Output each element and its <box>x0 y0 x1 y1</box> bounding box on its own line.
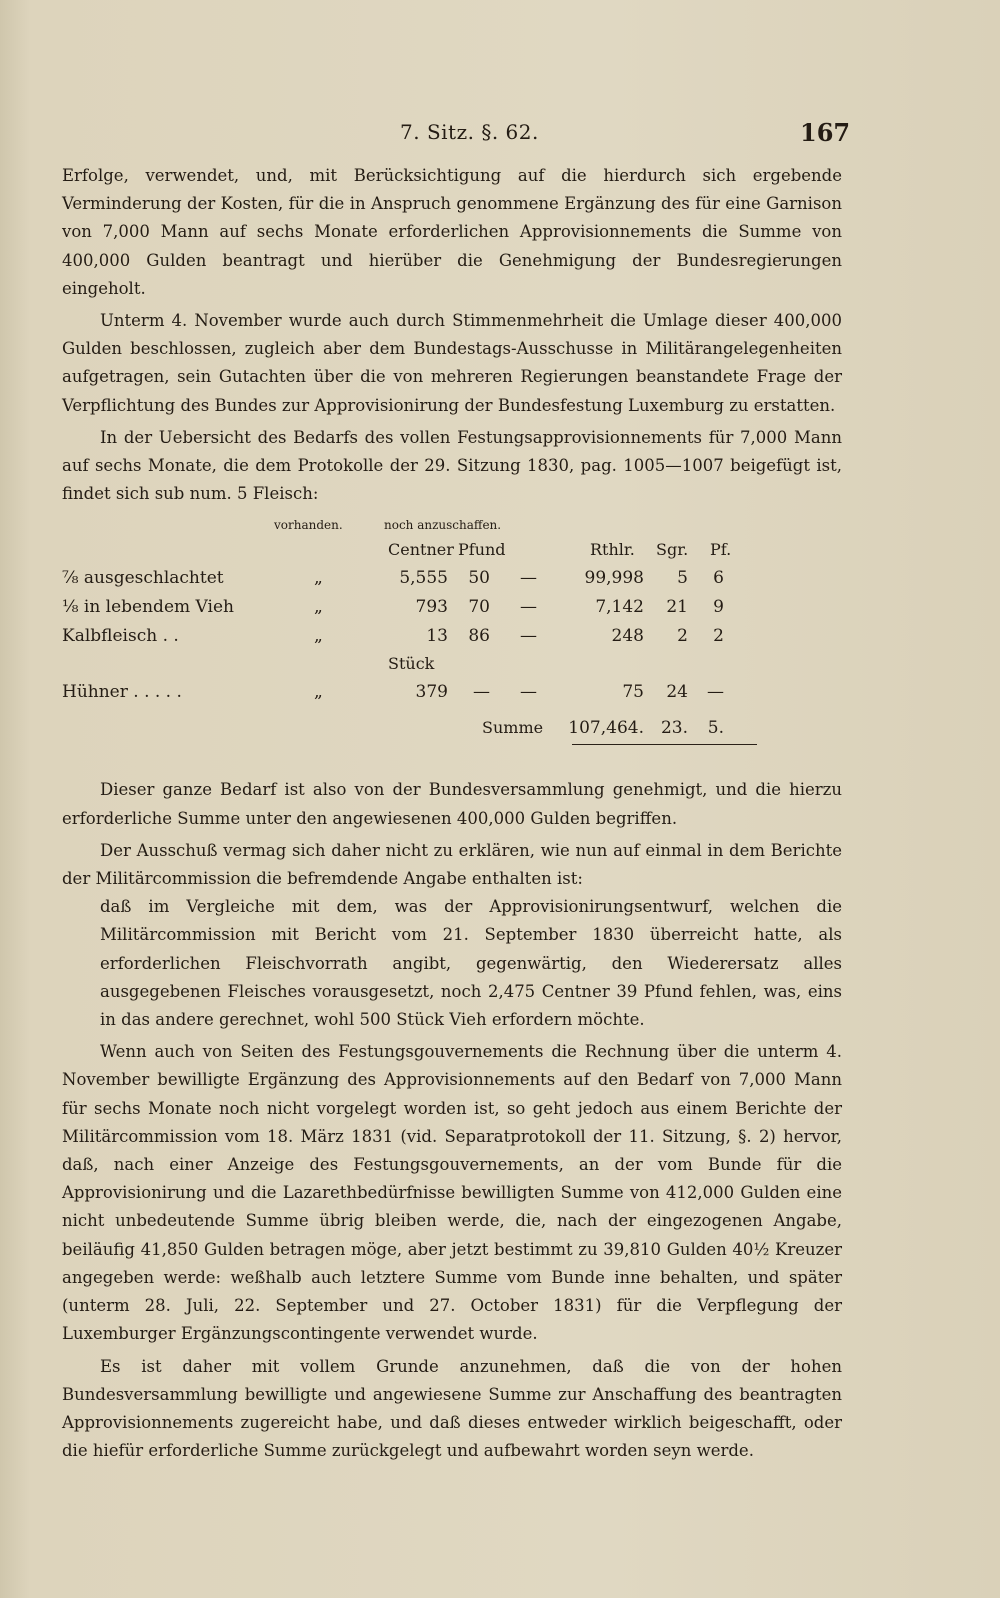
ditto-mark: „ <box>314 568 323 589</box>
rthlr-value: 99,998 <box>584 568 644 589</box>
pfund-value: 70 <box>468 597 490 618</box>
unit-centner: Centner <box>388 540 454 560</box>
ditto-mark: „ <box>314 626 323 647</box>
sum-label: Summe <box>482 718 544 738</box>
sum-rthlr: 107,464. <box>568 718 644 739</box>
dash: — <box>520 626 537 647</box>
unit-pfund: Pfund <box>458 540 506 560</box>
stueck-value: 379 <box>415 682 448 703</box>
unit-rthlr: Rthlr. <box>590 540 635 560</box>
meat-supply-table <box>62 512 842 772</box>
running-head: 7. Sitz. §. 62. <box>400 120 539 144</box>
paragraph: Unterm 4. November wurde auch durch Stimmenmehrheit die Umlage dieser 400,000 Gulden beschlossen, zugleich aber dem Bundestags-Ausschusse in Militärangelegenheiten aufgetragen, sein Gutachten über die von mehreren Regierungen beanstandete Frage der Verpflichtung des Bundes zur Approvisionirung der Bundesfestung Luxemburg zu erstatten. <box>62 311 842 415</box>
paragraph: Wenn auch von Seiten des Festungsgouvernements die Rechnung über die unterm 4. November bewilligte Ergänzung des Approvisionnements auf den Bedarf von 7,000 Mann für sechs Monate noch nicht vorgelegt worden ist, so geht jedoch aus einem Berichte der Militärcommission vom 18. März 1831 (vid. Separatprotokoll der 11. Sitzung, §. 2) hervor, daß, nach einer Anzeige des Festungsgouvernements, an der vom Bunde für die Approvisionirung und die Lazarethbedürfnisse bewilligten Summe von 412,000 Gulden eine nicht unbedeutende Summe übrig bleiben werde, die, nach der eingezogenen Angabe, beiläufig 41,850 Gulden betragen möge, aber jetzt bestimmt zu 39,810 Gulden 40½ Kreuzer angegeben werde: weßhalb auch letztere Summe vom Bunde inne behalten, und später (unterm 28. Juli, 22. September und 27. October 1831) für die Verpflegung der Luxemburger Ergänzungscontingente verwendet wurde. <box>62 1042 842 1344</box>
sgr-value: 2 <box>677 626 688 647</box>
sum-rule <box>572 744 757 745</box>
rthlr-value: 248 <box>611 626 644 647</box>
unit-stueck: Stück <box>388 654 435 674</box>
ditto-mark: „ <box>314 682 323 703</box>
centner-value: 793 <box>415 597 448 618</box>
sum-sgr: 23. <box>660 718 688 739</box>
unit-pf: Pf. <box>710 540 732 560</box>
pf-value: 6 <box>713 568 724 589</box>
dash: — <box>520 597 537 618</box>
ditto-mark: „ <box>314 597 323 618</box>
page-body <box>62 162 842 1465</box>
quoted-statement: daß im Vergleiche mit dem, was der Approvisionirungsentwurf, welchen die Militärcommission mit Bericht vom 21. September 1830 überreicht hatte, als erforderlichen Fleischvorrath angibt, gegenwärtig, den Wiederersatz alles ausgegebenen Fleisches vorausgesetzt, noch 2,475 Centner 39 Pfund fehlen, was, eins in das andere gerechnet, wohl 500 Stück Vieh erfordern möchte. <box>100 897 842 1030</box>
sgr-value: 24 <box>666 682 688 703</box>
rthlr-value: 7,142 <box>595 597 644 618</box>
dash: — <box>520 682 537 703</box>
unit-sgr: Sgr. <box>656 540 689 560</box>
pf-value: 2 <box>713 626 724 647</box>
page-header <box>0 118 1000 158</box>
paragraph: Es ist daher mit vollem Grunde anzunehmen, daß die von der hohen Bundesversammlung bewilligte und angewiesene Summe zur Anschaffung des beantragten Approvisionnements zugereicht habe, und daß dieses entweder wirklich beigeschafft, oder die hiefür erforderliche Summe zurückgelegt und aufbewahrt worden seyn werde. <box>62 1356 842 1461</box>
sum-pf: 5. <box>707 718 724 739</box>
paragraph: In der Uebersicht des Bedarfs des vollen Festungsapprovisionnements für 7,000 Mann auf sechs Monate, die dem Protokolle der 29. Sitzung 1830, pag. 1005—1007 beigefügt ist, findet sich sub num. 5 Fleisch: <box>62 427 842 504</box>
table-row-label: Kalbfleisch . . <box>62 626 179 647</box>
pfund-value: 86 <box>468 626 490 647</box>
table-row-label: ⅞ ausgeschlachtet <box>62 568 224 589</box>
column-header-available: vorhanden. <box>274 518 343 533</box>
pf-value: 9 <box>713 597 724 618</box>
centner-value: 5,555 <box>399 568 448 589</box>
table-row-label: ⅛ in lebendem Vieh <box>62 597 234 618</box>
paragraph: Dieser ganze Bedarf ist also von der Bundesversammlung genehmigt, und die hierzu erforderliche Summe unter den angewiesenen 400,000 Gulden begriffen. <box>62 780 842 828</box>
rthlr-value: 75 <box>622 682 644 703</box>
table-row-label: Hühner . . . . . <box>62 682 182 703</box>
paragraph: Der Ausschuß vermag sich daher nicht zu erklären, wie nun auf einmal in dem Berichte der Militärcommission die befremdende Angabe enthalten ist: <box>62 840 842 889</box>
sgr-value: 21 <box>666 597 688 618</box>
pfund-value: 50 <box>468 568 490 589</box>
centner-value: 13 <box>426 626 448 647</box>
dash: — <box>520 568 537 589</box>
page-number: 167 <box>800 118 851 147</box>
paragraph: Erfolge, verwendet, und, mit Berücksichtigung auf die hierdurch sich ergebende Verminderung der Kosten, für die in Anspruch genommene Ergänzung des für eine Garnison von 7,000 Mann auf sechs Monate erforderlichen Approvisionnements die Summe von 400,000 Gulden beantragt und hierüber die Genehmigung der Bundesregierungen eingeholt. <box>62 166 842 298</box>
column-header-to-acquire: noch anzuschaffen. <box>384 518 502 533</box>
sgr-value: 5 <box>677 568 688 589</box>
pfund-value: — <box>473 682 490 703</box>
pf-value: — <box>707 682 724 703</box>
